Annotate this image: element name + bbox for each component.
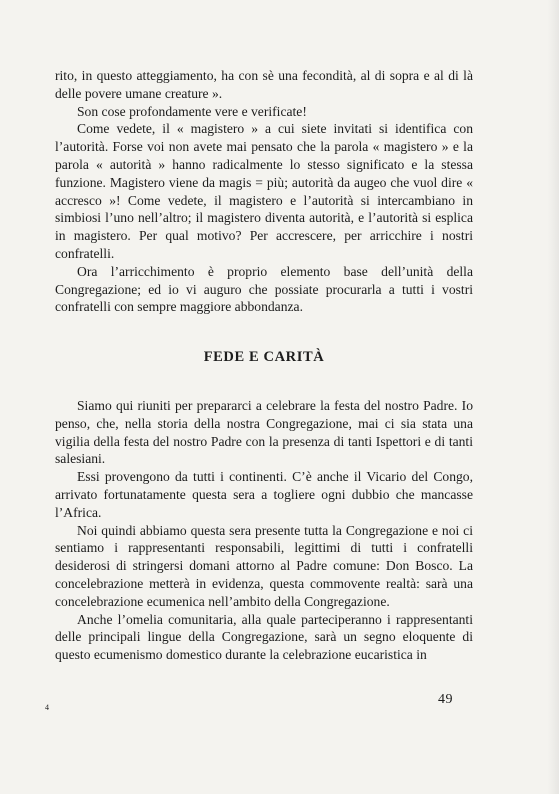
paragraph: Essi provengono da tutti i continenti. C’è anche il Vicario del Congo, arrivato fortunatamente questa sera a togliere ogni dubbio che mancasse l’Africa. xyxy=(55,469,473,520)
paragraph: Ora l’arricchimento è proprio elemento base dell’unità della Congregazione; ed io vi auguro che possiate procurarla a tutti i vostri confratelli con sempre maggiore abbondanza. xyxy=(55,263,473,315)
text-block-bottom xyxy=(55,397,473,664)
section-heading: FEDE E CARITÀ xyxy=(203,349,325,365)
paragraph: rito, in questo atteggiamento, ha con sè una fecondità, al di sopra e al di là delle povere umane creature ». xyxy=(55,68,473,101)
text-block-top xyxy=(55,67,473,316)
margin-mark: 4 xyxy=(45,703,49,712)
page-edge-shadow xyxy=(547,0,559,794)
paragraph: Anche l’omelia comunitaria, alla quale parteciperanno i rappresentanti delle principali lingue della Congregazione, sarà un segno eloquente di questo ecumenismo domestico durante la celebrazione eucaristica in xyxy=(55,611,473,663)
paragraph: Siamo qui riuniti per prepararci a celebrare la festa del nostro Padre. Io penso, che, nella storia della nostra Congregazione, mai ci sia stata una vigilia della festa del nostro Padre con la presenza di tanti Ispettori e di tanti salesiani. xyxy=(55,398,473,467)
page-number: 49 xyxy=(438,692,453,707)
paragraph: Come vedete, il « magistero » a cui siete invitati si identifica con l’autorità. Forse voi non avete mai pensato che la parola « magistero » e la parola « autorità » hanno radicalmente lo stesso significato e la stessa funzione. Magistero viene da magis = più; autorità da augeo che vuol dire « accresco »! Come vedete, il magistero e l’autorità si intercambiano in simbiosi l’uno nell’altro; il magistero diventa autorità, e l’autorità si esplica in magistero. Per qual motivo? Per accrescere, per arricchire i nostri confratelli. xyxy=(55,121,473,261)
paragraph: Noi quindi abbiamo questa sera presente tutta la Congregazione e noi ci sentiamo i rappresentanti responsabili, legittimi di tutti i confratelli desiderosi di stringersi domani attorno al Padre comune: Don Bosco. La concelebrazione metterà in evidenza, questa commovente realtà: sarà una concelebrazione ecumenica nell’ambito della Congregazione. xyxy=(55,522,473,609)
paragraph: Son cose profondamente vere e verificate! xyxy=(77,103,307,119)
